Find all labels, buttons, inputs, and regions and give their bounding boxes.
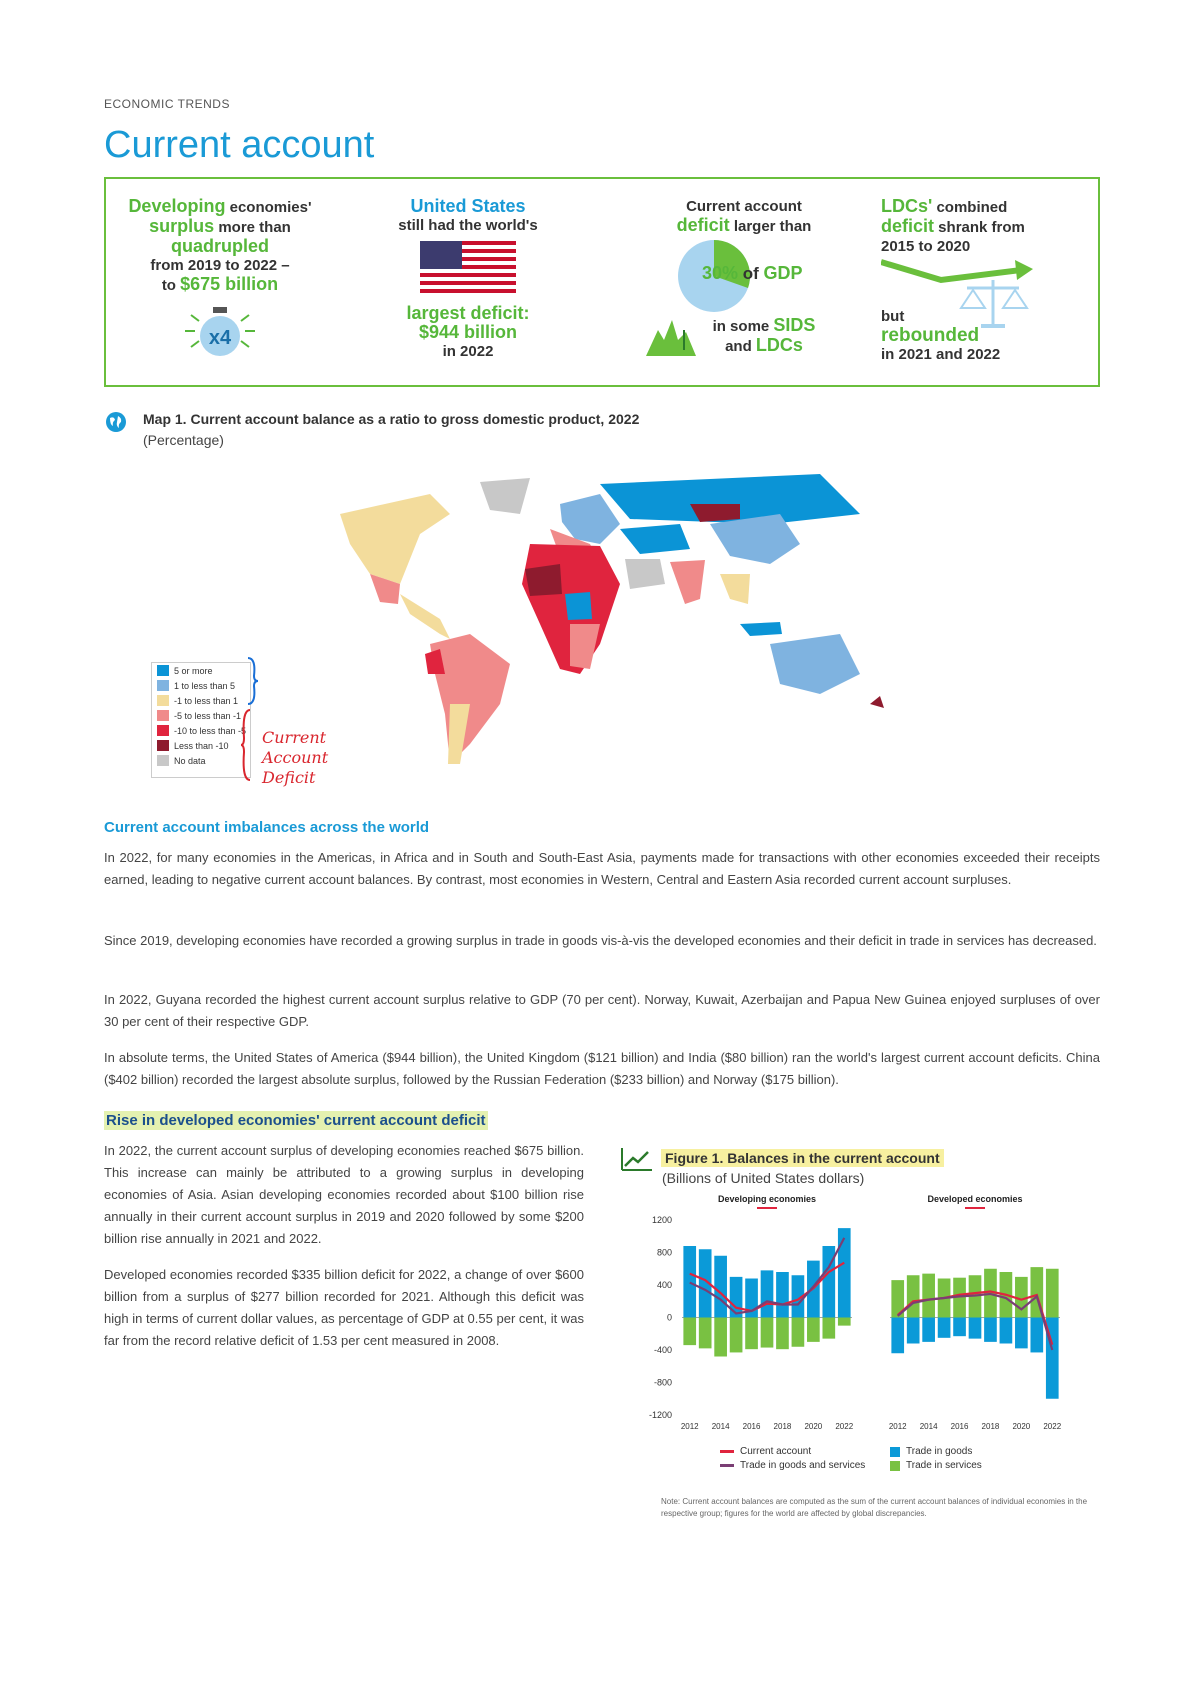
bar-services: [1046, 1269, 1059, 1318]
bar-services: [776, 1318, 789, 1350]
legend-item-5: -10 to less than -5: [152, 723, 250, 738]
y-tick-label: 0: [666, 1312, 672, 1323]
page-title: Current account: [104, 124, 375, 166]
bar-goods: [714, 1256, 727, 1318]
map-australia: [770, 634, 860, 694]
section-heading-developed-deficit: Rise in developed economies' current account deficit: [106, 1112, 486, 1129]
bar-services: [730, 1318, 743, 1353]
hl3-sids: SIDS: [773, 315, 816, 335]
bar-goods: [907, 1318, 920, 1344]
bar-goods: [922, 1318, 935, 1342]
map-nz: [870, 696, 884, 708]
hl3-of: of: [738, 264, 764, 283]
x-tick-label: 2020: [1012, 1422, 1031, 1430]
hl1-surplus: surplus: [149, 216, 215, 236]
chart-trend-icon: [620, 1146, 654, 1172]
bar-goods: [776, 1272, 789, 1318]
bar-services: [822, 1318, 835, 1339]
hl3-pct: 30%: [702, 263, 739, 283]
x-tick-label: 2018: [773, 1422, 792, 1430]
hl2-year: in 2022: [442, 343, 494, 360]
x-tick-label: 2020: [804, 1422, 823, 1430]
hl2-largest: largest deficit:: [406, 303, 530, 323]
chart-legend: [720, 1446, 1100, 1471]
hl3-ldcs: LDCs: [755, 335, 803, 355]
paragraph-1: In 2022, for many economies in the Americas, in Africa and in South and South-East Asia, payments made for transactions with other economies exceeded their receipts earned, leading to negative current account balances. By contrast, most economies in Western, Central and Eastern Asia recorded current account surpluses.: [104, 850, 1100, 887]
map-central-africa: [565, 592, 592, 620]
x-tick-label: 2016: [742, 1422, 761, 1430]
hl1-to: to: [161, 277, 181, 294]
hl3-larger: larger than: [729, 218, 812, 235]
hl1-more-than: more than: [214, 219, 291, 236]
bar-goods: [838, 1228, 851, 1317]
hl3-deficit: deficit: [676, 215, 730, 235]
figure-subtitle: (Billions of United States dollars): [662, 1170, 865, 1186]
x-tick-label: 2012: [680, 1422, 699, 1430]
x-tick-label: 2014: [711, 1422, 730, 1430]
bar-services: [907, 1275, 920, 1317]
y-tick-label: 400: [656, 1280, 672, 1290]
figure-note: Note: Current account balances are computed as the sum of the current account balances of individual economies in the respective group; figures for the world are affected by global discrepancies.: [661, 1497, 1088, 1518]
bar-services: [838, 1318, 851, 1326]
hl1-period: from 2019 to 2022 –: [150, 257, 290, 274]
y-tick-label: 1200: [651, 1215, 672, 1225]
paragraph-2: Since 2019, developing economies have recorded a growing surplus in trade in goods vis-à-vis the developed economies and their deficit in trade in services has decreased.: [104, 933, 1097, 948]
map-southeast-asia: [720, 574, 750, 604]
paragraph-5: In 2022, the current account surplus of developing economies reached $675 billion. This increase can mainly be attributed to a growing surplus in developing economies of Asia. Asian developing economies recorded about $100 billion rise annually in their current account surplus in 2019 and 2020 followed by some $200 billion rise annually in 2021 and 2022.: [104, 1143, 584, 1246]
map-south-america: [430, 634, 510, 764]
legend-services: Trade in services: [890, 1460, 982, 1471]
highlight-sids-ldcs: [644, 197, 844, 360]
hl1-amount: $675 billion: [180, 274, 279, 294]
hl4-shrank: shrank from: [934, 219, 1025, 236]
legend-bracket-surplus: [246, 656, 260, 706]
annotation-line-2: Account: [262, 748, 329, 767]
legend-item-7: No data: [152, 753, 250, 768]
hl2-amount: $944 billion: [418, 322, 518, 342]
y-tick-label: -1200: [648, 1410, 672, 1420]
map-north-america: [340, 494, 450, 584]
legend-item-4: -5 to less than -1: [152, 708, 250, 723]
y-tick-label: -400: [653, 1345, 672, 1355]
bar-goods: [761, 1270, 774, 1317]
bar-goods: [1015, 1318, 1028, 1349]
annotation-line-1: Current: [262, 728, 327, 747]
bar-services: [761, 1318, 774, 1348]
x-tick-label: 2022: [1043, 1422, 1062, 1430]
legend-goods: Trade in goods: [890, 1446, 982, 1457]
bar-goods: [953, 1318, 966, 1337]
bar-services: [792, 1318, 805, 1347]
hl4-period: 2015 to 2020: [881, 238, 971, 255]
hl4-but: but: [881, 308, 905, 325]
paragraph-6: Developed economies recorded $335 billion deficit for 2022, a change of over $600 billion from a surplus of $277 billion recorded for 2021. Although this deficit was high in terms of current dollar values, as percentage of GDP at 0.55 per cent, it was far from the record relative deficit of 1.53 per cent measured in 2008.: [104, 1267, 584, 1348]
bar-goods: [891, 1318, 904, 1354]
x-tick-label: 2014: [919, 1422, 938, 1430]
hl2-us: United States: [410, 196, 526, 216]
hl1-badge: x4: [208, 327, 232, 349]
map-india: [670, 560, 705, 604]
map-middle-east: [625, 559, 665, 589]
highlight-us-deficit: [368, 197, 568, 361]
map-subtitle: (Percentage): [143, 432, 224, 448]
paragraph-3: In 2022, Guyana recorded the highest current account surplus relative to GDP (70 per cent). Norway, Kuwait, Azerbaijan and Papua New Guinea enjoyed surpluses of over 30 per cent of their respective GDP.: [104, 992, 1100, 1029]
hl2-still: still had the world's: [398, 217, 538, 234]
y-tick-label: 800: [656, 1247, 672, 1258]
bar-services: [699, 1318, 712, 1349]
bar-goods: [984, 1318, 997, 1342]
section-eyebrow: ECONOMIC TRENDS: [104, 97, 230, 111]
money-bag-icon: [175, 301, 265, 361]
us-flag-icon: [420, 241, 516, 295]
bar-services: [922, 1274, 935, 1318]
hl3-in-some: in some: [712, 318, 774, 335]
hl1-developing: Developing: [128, 196, 226, 216]
legend-current-account: Current account: [720, 1446, 890, 1457]
legend-item-2: 1 to less than 5: [152, 678, 250, 693]
hl4-rebounded: rebounded: [881, 325, 980, 346]
hl4-ldcs: LDCs': [881, 196, 933, 216]
panel-title: Developed economies: [927, 1194, 1023, 1204]
x-tick-label: 2012: [888, 1422, 907, 1430]
map-west-africa: [525, 564, 562, 596]
bar-services: [714, 1318, 727, 1357]
hl3-current-account: Current account: [686, 198, 802, 215]
figure-title: Figure 1. Balances in the current account: [661, 1149, 944, 1167]
y-tick-label: -800: [653, 1377, 672, 1388]
bar-goods: [1000, 1318, 1013, 1344]
highlight-ldcs-deficit: [881, 197, 1081, 364]
map-indonesia: [740, 622, 782, 636]
hl1-economies: economies': [225, 199, 312, 216]
paragraph-4: In absolute terms, the United States of America ($944 billion), the United Kingdom ($121 billion) and India ($80 billion) ran the world's largest current account deficits. China ($402 billion) recorded the largest absolute surplus, followed by the Russian Federation ($233 billion) and Norway ($175 billion).: [104, 1050, 1100, 1087]
map-greenland: [480, 478, 530, 514]
hl3-gdp: GDP: [763, 263, 803, 283]
map-legend: [151, 662, 251, 778]
annotation-line-3: Deficit: [262, 768, 316, 787]
panel-title: Developing economies: [717, 1194, 817, 1204]
legend-item-3: -1 to less than 1: [152, 693, 250, 708]
bar-goods: [969, 1318, 982, 1339]
hl3-and: and: [725, 338, 756, 355]
hl4-years: in 2021 and 2022: [881, 346, 1001, 363]
trend-scale-icon: [881, 250, 1051, 330]
map-annotation: [262, 728, 328, 788]
bar-goods: [730, 1277, 743, 1318]
bar-services: [807, 1318, 820, 1342]
map-title: Map 1. Current account balance as a ratio to gross domestic product, 2022: [143, 411, 640, 427]
world-map: [300, 474, 940, 784]
balances-chart: [640, 1190, 1100, 1430]
legend-item-6: Less than -10: [152, 738, 250, 753]
bar-goods: [683, 1246, 696, 1318]
hl4-deficit: deficit: [881, 216, 935, 236]
pie-icon: [644, 236, 844, 316]
x-tick-label: 2016: [950, 1422, 969, 1430]
highlights-box: [104, 177, 1100, 387]
map-central-america: [400, 594, 450, 639]
globe-icon: [104, 410, 128, 434]
section-heading-imbalances: Current account imbalances across the world: [104, 819, 430, 836]
x-tick-label: 2018: [981, 1422, 1000, 1430]
island-icon: [642, 310, 702, 360]
hl1-quadrupled: quadrupled: [171, 236, 269, 256]
legend-bracket-deficit: [240, 708, 254, 782]
x-tick-label: 2022: [835, 1422, 854, 1430]
bar-services: [745, 1318, 758, 1350]
legend-item-1: 5 or more: [152, 663, 250, 678]
bar-goods: [938, 1318, 951, 1338]
hl4-combined: combined: [932, 199, 1008, 216]
bar-services: [683, 1318, 696, 1346]
legend-goods-services: Trade in goods and services: [720, 1460, 890, 1471]
map-central-asia: [620, 524, 690, 554]
highlight-developing-surplus: [120, 197, 320, 366]
bar-goods: [1030, 1318, 1043, 1353]
